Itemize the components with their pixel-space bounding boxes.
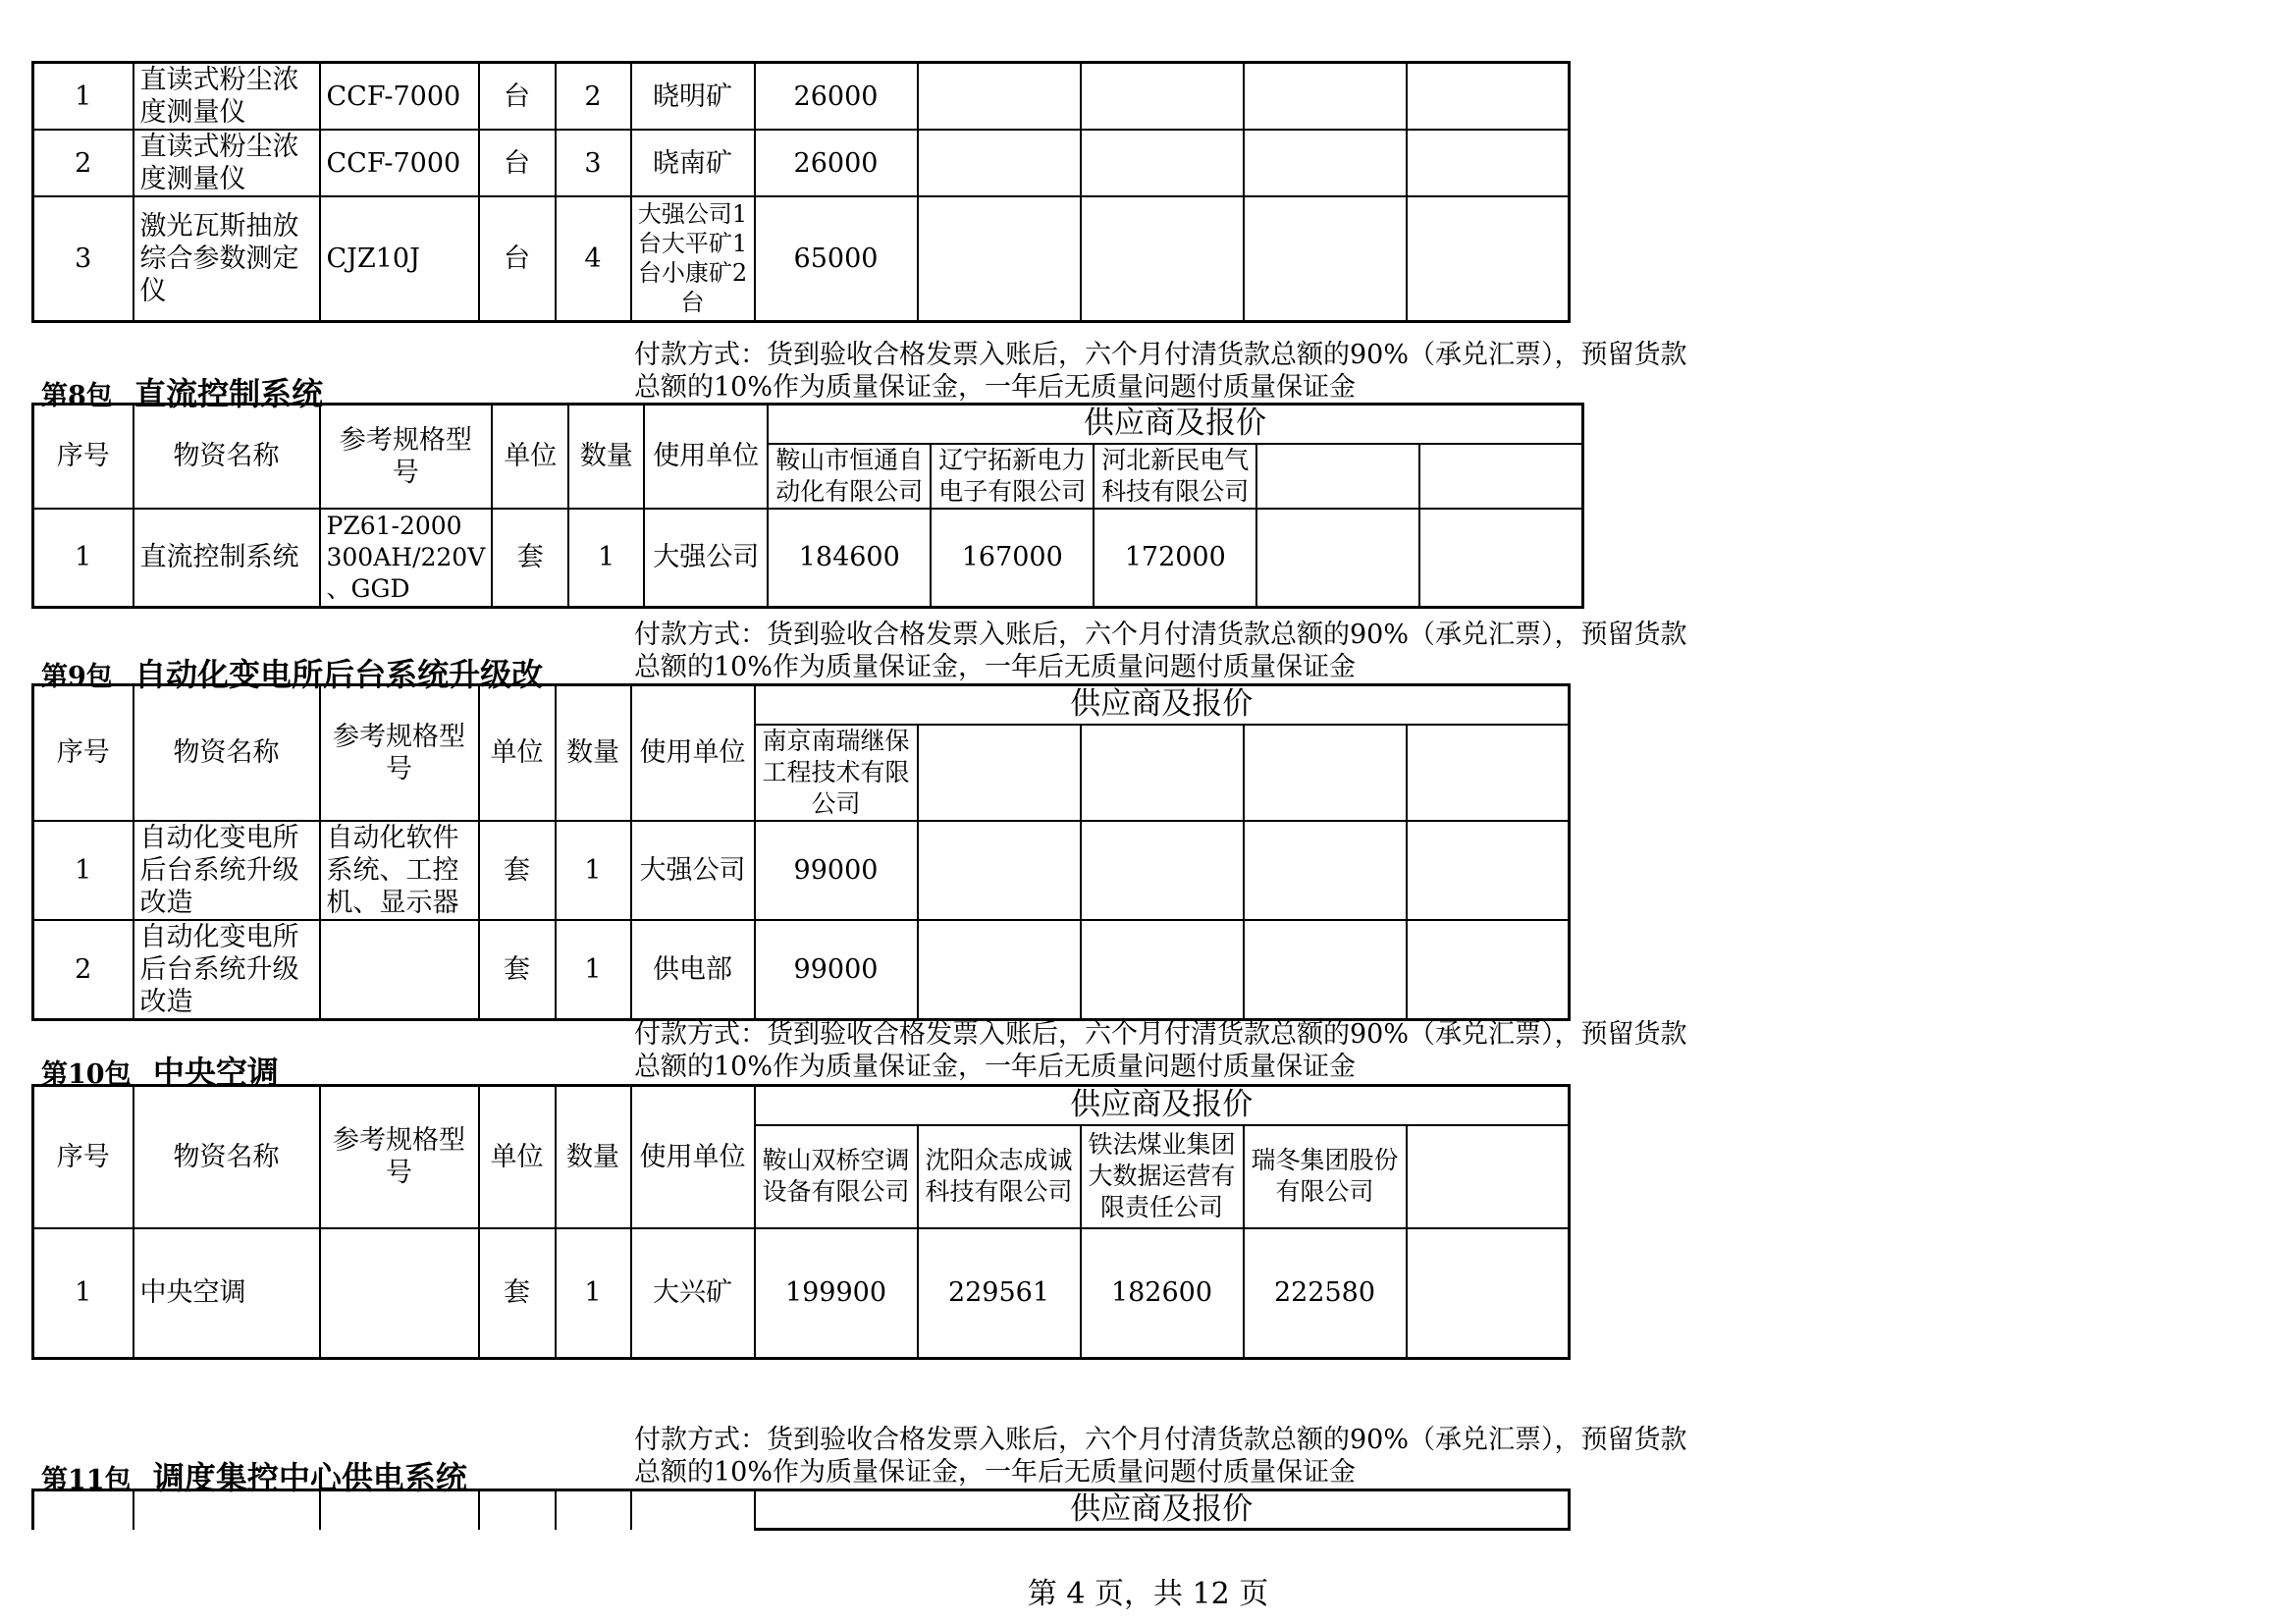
price-cell: 167000 [931,509,1094,608]
empty-cell [1244,821,1407,920]
empty-cell [1407,821,1570,920]
empty-cell [1244,130,1407,196]
package-table [31,1084,1571,1360]
material-cell: 中央空调 [133,1228,320,1359]
spec-cell: CJZ10J [320,196,479,321]
unit-header: 单位 [479,685,556,821]
user-cell: 大强公司 [631,821,755,920]
qty-cell: 4 [556,196,631,321]
unit-cell: 套 [479,920,556,1020]
payment-terms-line: 总额的10%作为质量保证金，一年后无质量问题付质量保证金 [634,1052,1357,1082]
table-header-row [33,685,1570,725]
empty-cell [320,1490,479,1530]
table-row [33,196,1570,321]
supplier-name: 辽宁拓新电力电子有限公司 [931,444,1094,509]
supplier-name: 瑞冬集团股份有限公司 [1244,1125,1407,1228]
empty-cell [1244,920,1407,1020]
unit-cell: 套 [479,821,556,920]
spec-cell: CCF-7000 [320,130,479,196]
material-cell: 直读式粉尘浓度测量仪 [133,63,320,131]
material-cell: 自动化变电所后台系统升级改造 [133,821,320,920]
payment-terms-line: 总额的10%作为质量保证金，一年后无质量问题付质量保证金 [634,652,1357,682]
empty-cell [1081,725,1244,821]
spec-cell: PZ61-2000 300AH/220V 、GGD [320,509,493,608]
empty-cell [1407,920,1570,1020]
seq-cell: 1 [33,63,133,131]
supplier-name: 沈阳众志成诚科技有限公司 [918,1125,1081,1228]
spec-cell [320,1228,479,1359]
user-cell: 大强公司 [644,509,768,608]
package-name: 中央空调 [152,1054,279,1091]
supplier-name: 铁法煤业集团大数据运营有限责任公司 [1081,1125,1244,1228]
price-cell: 199900 [755,1228,918,1359]
unit-header: 单位 [479,1086,556,1228]
qty-cell: 3 [556,130,631,196]
price-cell: 222580 [1244,1228,1407,1359]
price-cell: 229561 [918,1228,1081,1359]
empty-cell [133,1490,320,1530]
empty-cell [1081,63,1244,131]
empty-cell [1244,196,1407,321]
payment-terms-line: 付款方式：货到验收合格发票入账后，六个月付清货款总额的90%（承兑汇票），预留货款 [634,1425,1687,1455]
unit-cell: 套 [479,1228,556,1359]
empty-cell [1407,1125,1570,1228]
unit-header: 单位 [492,405,568,509]
user-cell: 晓明矿 [631,63,755,131]
unit-cell: 台 [479,63,556,131]
payment-terms-line: 总额的10%作为质量保证金，一年后无质量问题付质量保证金 [634,372,1357,403]
price-cell: 172000 [1094,509,1256,608]
table-row [33,1228,1570,1359]
spec-cell [320,920,479,1020]
user-header: 使用单位 [631,1086,755,1228]
unit-cell: 套 [492,509,568,608]
seq-header: 序号 [33,685,133,821]
qty-cell: 2 [556,63,631,131]
empty-cell [918,196,1081,321]
payment-terms-line: 总额的10%作为质量保证金，一年后无质量问题付质量保证金 [634,1457,1357,1488]
package-number: 第10包 [41,1059,132,1090]
empty-cell [631,1490,755,1530]
package-name: 直流控制系统 [134,375,324,412]
material-cell: 直流控制系统 [133,509,320,608]
supplier-name: 鞍山市恒通自动化有限公司 [768,444,931,509]
material-header: 物资名称 [133,1086,320,1228]
spec-header: 参考规格型号 [320,685,479,821]
spec-cell: CCF-7000 [320,63,479,131]
seq-header: 序号 [33,1086,133,1228]
empty-cell [1419,444,1582,509]
empty-cell [918,63,1081,131]
price-cell: 65000 [755,196,918,321]
spec-cell: 自动化软件系统、工控机、显示器 [320,821,479,920]
qty-header: 数量 [556,685,631,821]
seq-cell: 1 [33,509,133,608]
supplier-name: 南京南瑞继保工程技术有限公司 [755,725,918,821]
price-cell: 99000 [755,920,918,1020]
empty-cell [556,1490,631,1530]
suppliers-header: 供应商及报价 [755,1490,1570,1530]
package-name: 调度集控中心供电系统 [152,1459,467,1496]
payment-terms [634,339,1734,404]
package-number: 第11包 [41,1465,132,1495]
unit-cell: 台 [479,130,556,196]
empty-cell [918,920,1081,1020]
empty-cell [1244,63,1407,131]
table-header-row [33,1086,1570,1125]
table-row [33,821,1570,920]
seq-cell: 2 [33,920,133,1020]
material-header: 物资名称 [133,685,320,821]
payment-terms-line: 付款方式：货到验收合格发票入账后，六个月付清货款总额的90%（承兑汇票），预留货款 [634,620,1687,650]
spec-header: 参考规格型号 [320,405,493,509]
empty-cell [1256,444,1419,509]
seq-cell: 1 [33,1228,133,1359]
qty-cell: 1 [556,1228,631,1359]
price-cell: 26000 [755,130,918,196]
package-table [31,683,1571,1021]
payment-terms-line: 付款方式：货到验收合格发票入账后，六个月付清货款总额的90%（承兑汇票），预留货款 [634,1019,1687,1050]
empty-cell [1407,1228,1570,1359]
price-cell: 184600 [768,509,931,608]
empty-cell [1419,509,1582,608]
qty-cell: 1 [556,920,631,1020]
empty-cell [918,130,1081,196]
user-cell: 大强公司1台大平矿1台小康矿2台 [631,196,755,321]
payment-terms [634,1018,1734,1083]
empty-cell [1081,196,1244,321]
seq-header: 序号 [33,405,133,509]
empty-cell [918,725,1081,821]
suppliers-header: 供应商及报价 [755,1086,1570,1125]
supplier-name: 鞍山双桥空调设备有限公司 [755,1125,918,1228]
empty-cell [1407,196,1570,321]
empty-cell [1081,821,1244,920]
empty-cell [1244,725,1407,821]
supplier-name: 河北新民电气科技有限公司 [1094,444,1256,509]
unit-cell: 台 [479,196,556,321]
suppliers-header: 供应商及报价 [755,685,1570,725]
empty-cell [1256,509,1419,608]
user-cell: 供电部 [631,920,755,1020]
qty-header: 数量 [556,1086,631,1228]
package-number: 第8包 [41,381,113,411]
payment-terms [634,1424,1734,1489]
user-header: 使用单位 [644,405,768,509]
qty-header: 数量 [568,405,644,509]
user-header: 使用单位 [631,685,755,821]
user-cell: 大兴矿 [631,1228,755,1359]
spec-header: 参考规格型号 [320,1086,479,1228]
table-row [33,509,1583,608]
seq-cell: 3 [33,196,133,321]
empty-cell [1407,130,1570,196]
empty-cell [1407,63,1570,131]
package-table [31,403,1584,609]
empty-cell [918,821,1081,920]
table-header-row [33,405,1583,444]
payment-terms-line: 付款方式：货到验收合格发票入账后，六个月付清货款总额的90%（承兑汇票），预留货款 [634,340,1687,370]
table-row [33,920,1570,1020]
empty-cell [479,1490,556,1530]
package-number: 第9包 [41,662,113,692]
material-cell: 激光瓦斯抽放综合参数测定仪 [133,196,320,321]
qty-cell: 1 [556,821,631,920]
empty-cell [33,1490,133,1530]
material-cell: 直读式粉尘浓度测量仪 [133,130,320,196]
price-cell: 182600 [1081,1228,1244,1359]
price-cell: 99000 [755,821,918,920]
package-table [31,1489,1571,1531]
empty-cell [1081,920,1244,1020]
table-header-row [33,1490,1570,1530]
user-cell: 晓南矿 [631,130,755,196]
continued-table [31,61,1571,323]
material-header: 物资名称 [133,405,320,509]
empty-cell [1407,725,1570,821]
suppliers-header: 供应商及报价 [768,405,1582,444]
price-cell: 26000 [755,63,918,131]
table-row [33,63,1570,131]
qty-cell: 1 [568,509,644,608]
table-row [33,130,1570,196]
material-cell: 自动化变电所后台系统升级改造 [133,920,320,1020]
empty-cell [1081,130,1244,196]
seq-cell: 2 [33,130,133,196]
package-name: 自动化变电所后台系统升级改 [134,656,544,693]
payment-terms [634,619,1734,683]
page-number: 第 4 页，共 12 页 [1027,1577,1269,1611]
seq-cell: 1 [33,821,133,920]
